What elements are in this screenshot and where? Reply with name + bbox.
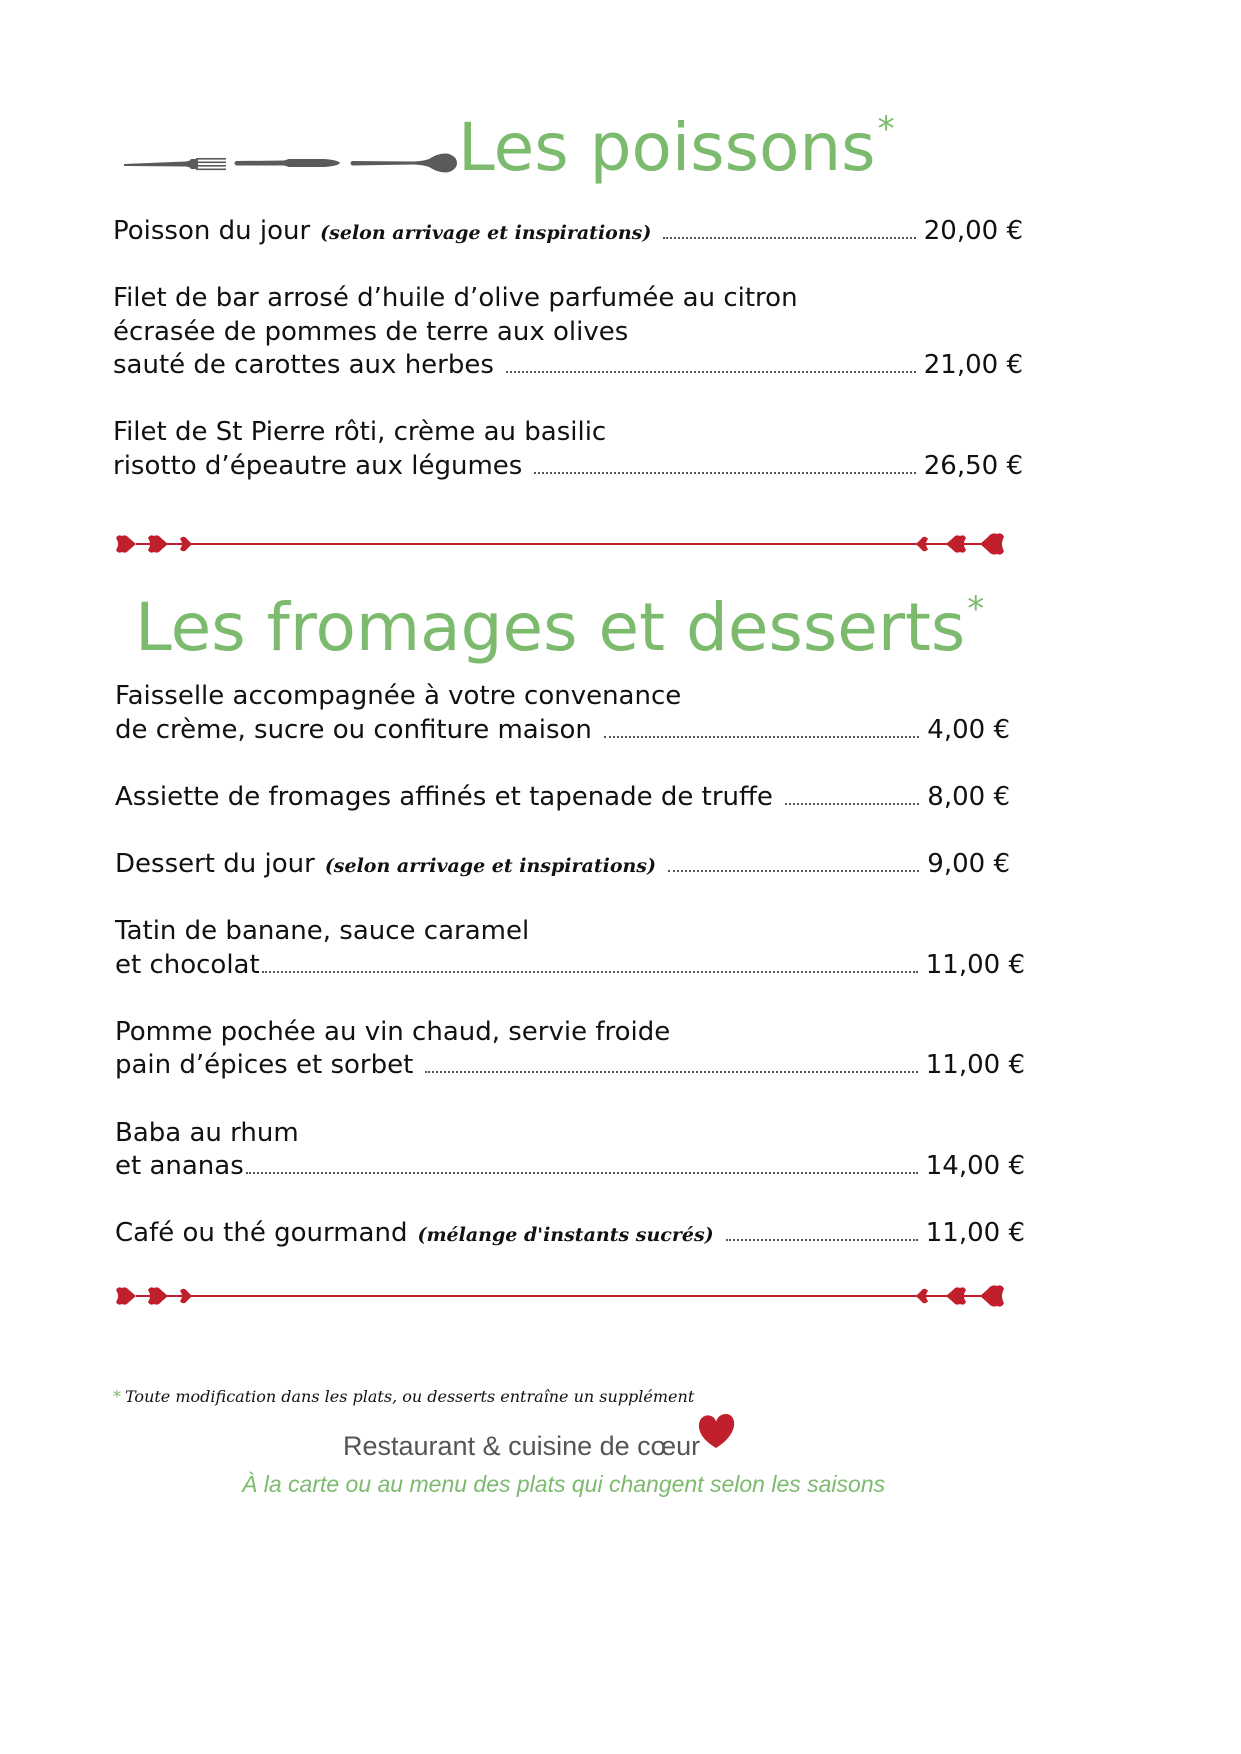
item-price: 26,50 € (923, 451, 1023, 481)
item-price: 8,00 € (927, 782, 1010, 812)
menu-item (115, 779, 1010, 815)
dot-leader (262, 970, 918, 973)
menu-item (115, 846, 1010, 884)
item-name: et chocolat (115, 950, 260, 980)
dot-leader (726, 1238, 918, 1241)
menu-item (113, 448, 1023, 484)
knife-icon (235, 159, 341, 167)
item-note: (selon arrivage et inspirations) (324, 855, 656, 877)
item-price: 4,00 € (927, 715, 1010, 745)
dot-leader (246, 1171, 918, 1174)
item-name: sauté de carottes aux herbes (113, 350, 494, 380)
menu-item (113, 213, 1023, 251)
dot-leader (785, 802, 919, 805)
item-name: risotto d’épeautre aux légumes (113, 451, 523, 481)
menu-item (115, 947, 1025, 983)
hearts-divider (116, 530, 1006, 562)
item-price: 20,00 € (923, 216, 1023, 246)
fish-title-star: * (877, 109, 895, 149)
item-name: Tatin de banane, sauce caramel (115, 916, 530, 946)
restaurant-brand (343, 1431, 700, 1462)
section-title-fish (458, 109, 895, 186)
item-price: 11,00 € (925, 950, 1025, 980)
fork-icon (124, 158, 226, 170)
spoon-icon (351, 154, 458, 173)
menu-item (115, 1215, 1025, 1253)
item-name: Assiette de fromages affinés et tapenade de truffe (115, 782, 773, 812)
dot-leader (663, 236, 915, 239)
menu-item-line (113, 280, 1023, 316)
menu-item-line (115, 678, 1010, 714)
item-price: 11,00 € (925, 1218, 1025, 1248)
menu-item (115, 1047, 1025, 1083)
item-note: (mélange d'instants sucrés) (417, 1224, 714, 1246)
section-title-desserts (135, 589, 985, 666)
brand-text: Restaurant & cuisine de cœur (343, 1431, 701, 1461)
item-name: Filet de bar arrosé d’huile d’olive parfumée au citron (113, 283, 798, 313)
cutlery-icons (124, 148, 499, 178)
item-name: écrasée de pommes de terre aux olives (113, 317, 629, 347)
item-price: 9,00 € (927, 849, 1010, 879)
menu-item-line (115, 1115, 1025, 1151)
item-name: Pomme pochée au vin chaud, servie froide (115, 1017, 671, 1047)
hearts-divider (116, 1282, 1006, 1314)
dot-leader (425, 1070, 917, 1073)
menu-item (113, 347, 1023, 383)
tagline (242, 1471, 885, 1498)
footnote-star: * (113, 1387, 121, 1406)
item-name: pain d’épices et sorbet (115, 1050, 414, 1080)
footnote-text: Toute modification dans les plats, ou desserts entraîne un supplément (125, 1387, 695, 1406)
menu-item-line (113, 414, 1023, 450)
item-price: 14,00 € (925, 1151, 1025, 1181)
item-name: Filet de St Pierre rôti, crème au basilic (113, 417, 607, 447)
cutlery-decoration (124, 148, 499, 182)
dot-leader (506, 370, 916, 373)
item-name: de crème, sucre ou confiture maison (115, 715, 592, 745)
dot-leader (534, 471, 915, 474)
item-name: Dessert du jour (115, 849, 315, 879)
menu-item-line (115, 913, 1025, 949)
item-name: Baba au rhum (115, 1118, 299, 1148)
item-note: (selon arrivage et inspirations) (320, 222, 652, 244)
dot-leader (604, 735, 919, 738)
menu-item-line (113, 314, 1023, 350)
heart-icon (696, 1412, 736, 1454)
menu-item-line (115, 1014, 1025, 1050)
fish-title-text: Les poissons (458, 109, 876, 186)
item-name: et ananas (115, 1151, 244, 1181)
menu-item (115, 1148, 1025, 1184)
desserts-title-text: Les fromages et desserts (135, 589, 966, 666)
menu-item (115, 712, 1010, 748)
dot-leader (668, 869, 919, 872)
desserts-title-star: * (967, 589, 985, 629)
item-price: 11,00 € (925, 1050, 1025, 1080)
item-name: Faisselle accompagnée à votre convenance (115, 681, 682, 711)
item-price: 21,00 € (923, 350, 1023, 380)
item-name: Café ou thé gourmand (115, 1218, 408, 1248)
tagline-text: À la carte ou au menu des plats qui changent selon les saisons (242, 1471, 886, 1497)
item-name: Poisson du jour (113, 216, 311, 246)
footnote (113, 1387, 694, 1406)
